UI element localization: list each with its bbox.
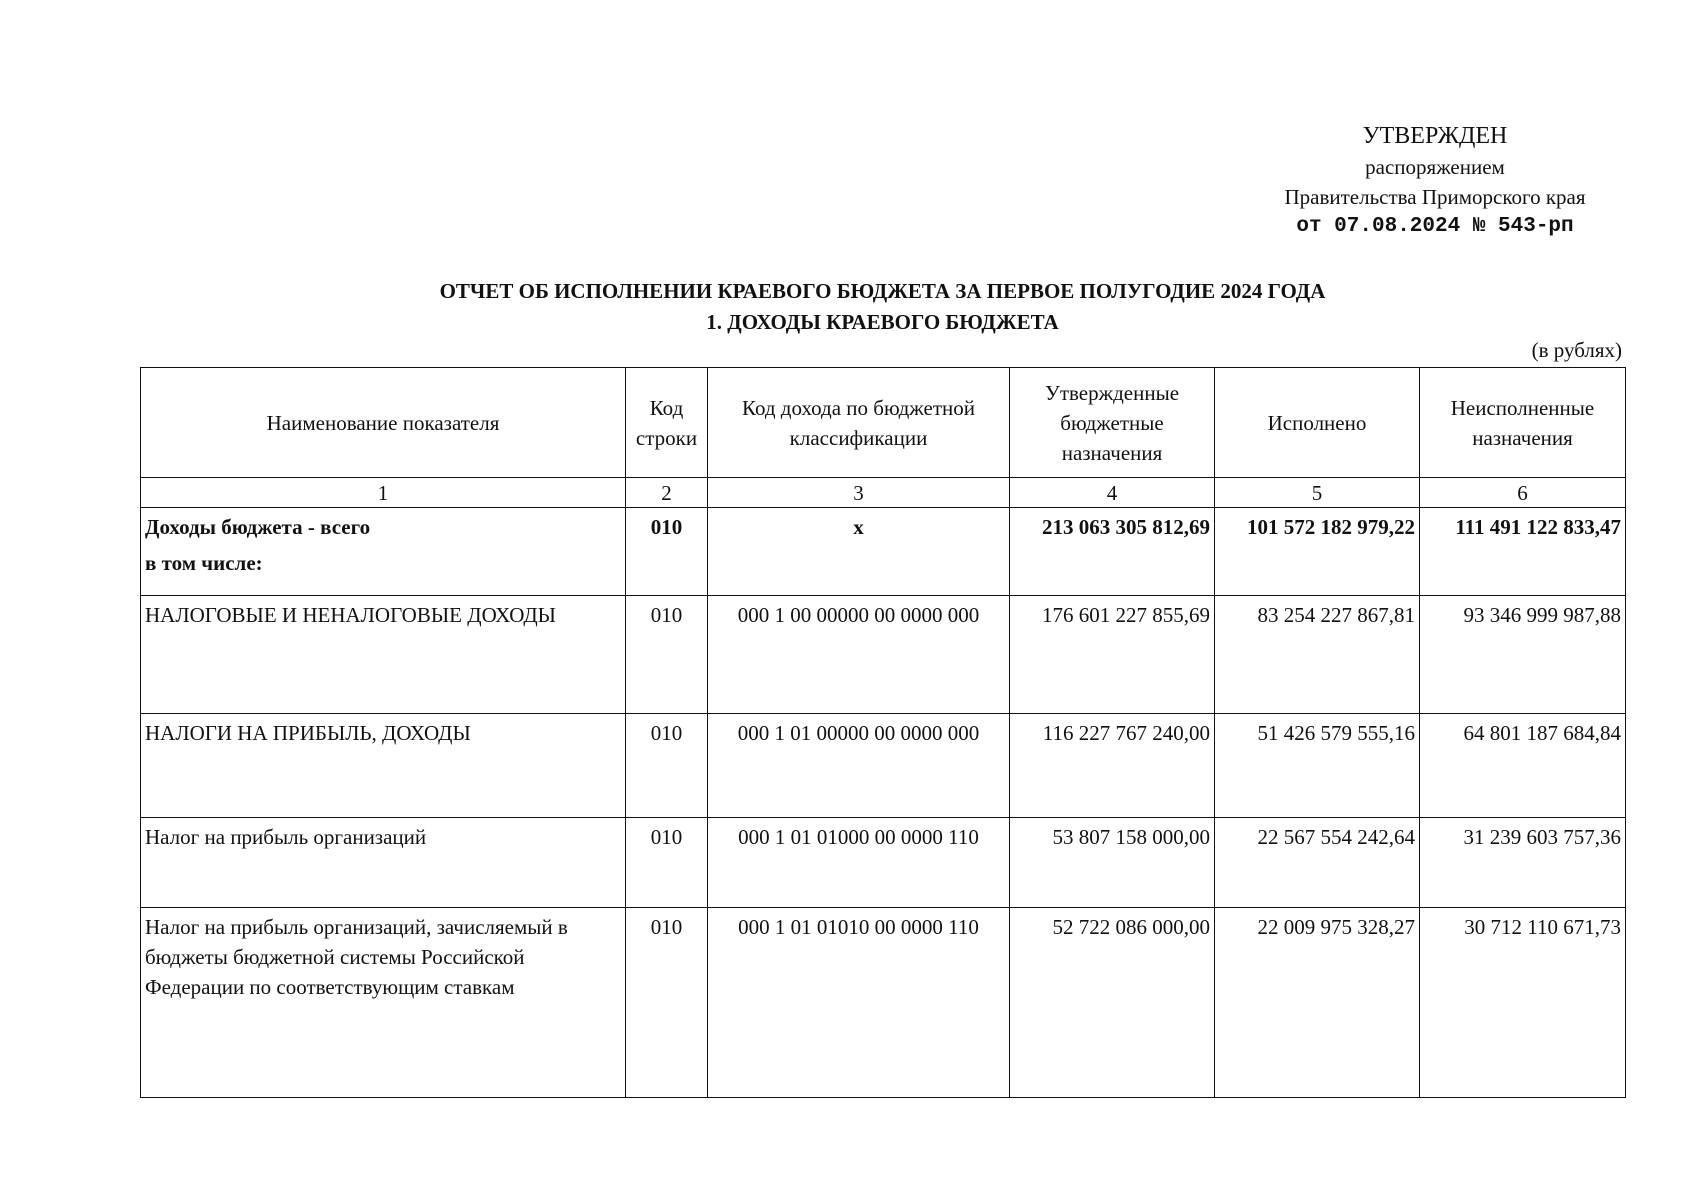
header-executed: Исполнено [1215, 368, 1420, 478]
row-kbk: x [708, 508, 1010, 596]
column-number-row [141, 478, 1626, 508]
row-subname: в том числе: [145, 551, 263, 575]
header-line-code: Код строки [626, 368, 708, 478]
column-number: 3 [708, 478, 1010, 508]
table-row [141, 714, 1626, 818]
header-indicator-name: Наименование показателя [141, 368, 626, 478]
table-row [141, 596, 1626, 714]
row-name: НАЛОГОВЫЕ И НЕНАЛОГОВЫЕ ДОХОДЫ [141, 596, 626, 714]
header-income-code: Код дохода по бюджетной классификации [708, 368, 1010, 478]
column-number: 1 [141, 478, 626, 508]
row-approved: 52 722 086 000,00 [1010, 908, 1215, 1098]
header-approved: Утвержденные бюджетные назначения [1010, 368, 1215, 478]
row-unexecuted: 93 346 999 987,88 [1420, 596, 1626, 714]
row-name: НАЛОГИ НА ПРИБЫЛЬ, ДОХОДЫ [141, 714, 626, 818]
row-kbk: 000 1 01 00000 00 0000 000 [708, 714, 1010, 818]
row-kbk: 000 1 01 01010 00 0000 110 [708, 908, 1010, 1098]
header-unexecuted: Неисполненные назначения [1420, 368, 1626, 478]
header-row [141, 368, 1626, 478]
row-executed: 22 009 975 328,27 [1215, 908, 1420, 1098]
row-name-cell [141, 508, 626, 596]
row-executed: 22 567 554 242,64 [1215, 818, 1420, 908]
row-executed: 51 426 579 555,16 [1215, 714, 1420, 818]
row-kbk: 000 1 01 01000 00 0000 110 [708, 818, 1010, 908]
approval-stamp [1235, 120, 1635, 242]
row-unexecuted: 31 239 603 757,36 [1420, 818, 1626, 908]
column-number: 6 [1420, 478, 1626, 508]
column-number: 2 [626, 478, 708, 508]
table-row [141, 818, 1626, 908]
table-row [141, 508, 1626, 596]
row-approved: 176 601 227 855,69 [1010, 596, 1215, 714]
row-executed: 101 572 182 979,22 [1215, 508, 1420, 596]
row-code: 010 [626, 908, 708, 1098]
row-unexecuted: 30 712 110 671,73 [1420, 908, 1626, 1098]
units-note: (в рублях) [1531, 338, 1622, 362]
row-code: 010 [626, 818, 708, 908]
row-executed: 83 254 227 867,81 [1215, 596, 1420, 714]
document-title-section: 1. ДОХОДЫ КРАЕВОГО БЮДЖЕТА [706, 310, 1059, 334]
approval-line-approved: УТВЕРЖДЕН [1362, 123, 1508, 149]
approval-line-order: распоряжением [1365, 155, 1505, 179]
row-approved: 53 807 158 000,00 [1010, 818, 1215, 908]
row-unexecuted: 111 491 122 833,47 [1420, 508, 1626, 596]
column-number: 4 [1010, 478, 1215, 508]
document-title-main: ОТЧЕТ ОБ ИСПОЛНЕНИИ КРАЕВОГО БЮДЖЕТА ЗА ПЕРВОЕ ПОЛУГОДИЕ 2024 ГОДА [439, 279, 1326, 303]
row-unexecuted: 64 801 187 684,84 [1420, 714, 1626, 818]
row-code: 010 [626, 508, 708, 596]
row-code: 010 [626, 596, 708, 714]
approval-line-date-number: от 07.08.2024 № 543-рп [1296, 215, 1574, 238]
row-kbk: 000 1 00 00000 00 0000 000 [708, 596, 1010, 714]
document-title [140, 276, 1625, 338]
approval-line-government: Правительства Приморского края [1284, 185, 1586, 209]
row-approved: 213 063 305 812,69 [1010, 508, 1215, 596]
row-name: Налог на прибыль организаций [141, 818, 626, 908]
row-approved: 116 227 767 240,00 [1010, 714, 1215, 818]
row-code: 010 [626, 714, 708, 818]
table-row [141, 908, 1626, 1098]
column-number: 5 [1215, 478, 1420, 508]
row-name: Налог на прибыль организаций, зачисляемый в бюджеты бюджетной системы Российской Федерации по соответствующим ставкам [141, 908, 626, 1098]
income-report-table [140, 367, 1626, 1098]
row-name: Доходы бюджета - всего [145, 515, 371, 539]
